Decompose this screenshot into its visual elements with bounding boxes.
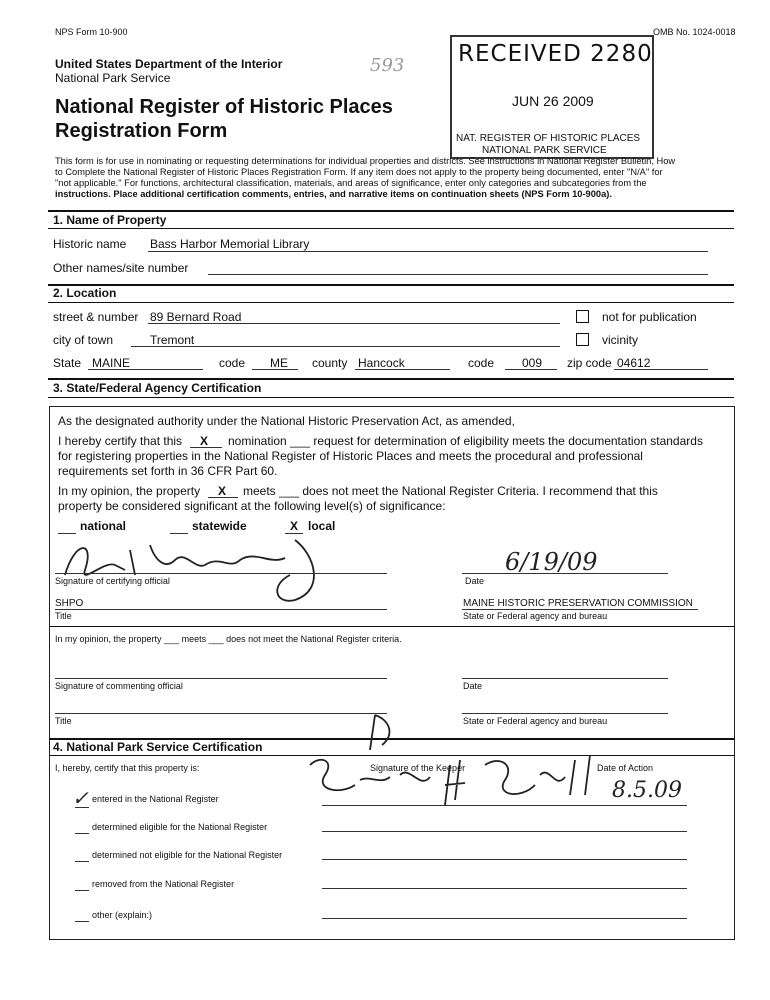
divider (48, 397, 734, 398)
zip-label: zip code (567, 356, 612, 370)
eligible-line (322, 831, 687, 832)
street-value[interactable]: 89 Bernard Road (150, 310, 242, 324)
not-for-publication-label: not for publication (602, 310, 697, 324)
stamp-date: JUN 26 2009 (512, 93, 594, 109)
county-code-value[interactable]: 009 (522, 356, 543, 370)
item-other: other (explain:) (92, 910, 153, 920)
title-value[interactable]: SHPO (55, 598, 84, 609)
opinion-prefix: In my opinion, the property (58, 484, 201, 498)
section3-heading: 3. State/Federal Agency Certification (53, 381, 262, 395)
item-determined-eligible: determined eligible for the National Register (92, 822, 268, 832)
eligible-blank (75, 833, 89, 834)
commenting-title-label: Title (55, 716, 72, 726)
instructions-line1: This form is for use in nominating or requesting determinations for individual properties and districts. See instructions in National Register Bulletin, How (55, 156, 676, 166)
commenting-signature-line (55, 678, 387, 679)
removed-line (322, 888, 687, 889)
commenting-signature-label: Signature of commenting official (55, 681, 183, 691)
item-entered: entered in the National Register (92, 794, 219, 804)
signature-label: Signature of certifying official (55, 576, 170, 586)
signature-line (55, 573, 387, 574)
other-names-line (208, 274, 708, 275)
other-blank (75, 921, 89, 922)
stamp-line2: NATIONAL PARK SERVICE (482, 145, 607, 156)
historic-name-label: Historic name (53, 237, 127, 251)
keeper-label: Signature of the Keeper (370, 763, 466, 773)
agency-line (462, 609, 698, 610)
certify-mark-line (190, 447, 222, 448)
historic-name-value[interactable]: Bass Harbor Memorial Library (150, 237, 310, 251)
historic-name-line (148, 251, 708, 252)
vicinity-checkbox[interactable] (576, 333, 589, 346)
state-line (88, 369, 203, 370)
level-local-mark: X (290, 519, 299, 533)
commenting-agency-label: State or Federal agency and bureau (463, 716, 608, 726)
divider (48, 210, 734, 212)
county-value[interactable]: Hancock (358, 356, 405, 370)
item-determined-not-eligible: determined not eligible for the National Register (92, 850, 283, 860)
certify-rest: nomination ___ request for determination of eligibility meets the documentation standards (228, 434, 703, 448)
nps-certify-text: I, hereby, certify that this property is: (55, 763, 200, 773)
city-value[interactable]: Tremont (150, 333, 195, 347)
title-label: Title (55, 611, 72, 621)
instructions-line2: to Complete the National Register of Historic Places Registration Form. If any item does not apply to the property being documented, enter "N/A" for (55, 167, 663, 177)
shpo-signature (55, 530, 335, 610)
divider (49, 626, 734, 627)
pencil-mark: 593 (370, 55, 405, 76)
form-title-line2: Registration Form (55, 120, 228, 142)
divider (48, 302, 734, 303)
certify-prefix: I hereby certify that this (58, 434, 183, 448)
commenting-opinion: In my opinion, the property ___ meets ___ does not meet the National Register criteria. (55, 634, 402, 644)
service-name: National Park Service (55, 71, 171, 85)
not-eligible-blank (75, 861, 89, 862)
received-stamp (450, 35, 654, 159)
opinion-rest: meets ___ does not meet the National Register Criteria. I recommend that this (243, 484, 658, 498)
form-number: NPS Form 10-900 (55, 27, 128, 37)
section1-heading: 1. Name of Property (53, 213, 167, 227)
section2-heading: 2. Location (53, 286, 117, 300)
agency-value[interactable]: MAINE HISTORIC PRESERVATION COMMISSION (463, 598, 693, 609)
date-of-action-label: Date of Action (597, 763, 654, 773)
street-line (148, 323, 560, 324)
instructions-line4: instructions. Place additional certification comments, entries, and narrative items on continuation sheets (NPS Form 10-900a). (55, 189, 612, 199)
other-line (322, 918, 687, 919)
not-eligible-line (322, 859, 687, 860)
opinion-mark: X (218, 484, 227, 498)
other-names-label: Other names/site number (53, 261, 189, 275)
county-label: county (312, 356, 348, 370)
removed-blank (75, 890, 89, 891)
commenting-date-label: Date (463, 681, 483, 691)
certify-line2: for registering properties in the National Register of Historic Places and meets the procedural and professional (58, 449, 643, 463)
instructions-line3: "not applicable." For functions, architectural classification, materials, and areas of significance, enter only categories and subcategories from the (55, 178, 647, 188)
form-title-line1: National Register of Historic Places (55, 96, 393, 118)
not-for-publication-checkbox[interactable] (576, 310, 589, 323)
authority-text: As the designated authority under the National Historic Preservation Act, as amended, (58, 414, 515, 428)
county-code-line (505, 369, 557, 370)
divider (48, 228, 734, 229)
state-code-line (252, 369, 298, 370)
level-local: local (308, 519, 336, 533)
state-label: State (53, 356, 82, 370)
city-label: city of town (53, 333, 114, 347)
entered-line (322, 805, 687, 806)
stamp-line1: NAT. REGISTER OF HISTORIC PLACES (456, 133, 641, 144)
title-line (55, 609, 387, 610)
date-label: Date (465, 576, 485, 586)
vicinity-label: vicinity (602, 333, 639, 347)
zip-value[interactable]: 04612 (617, 356, 651, 370)
city-line (131, 346, 560, 347)
level-statewide: statewide (192, 519, 247, 533)
section4-heading: 4. National Park Service Certification (53, 740, 263, 754)
commenting-date-line (462, 678, 668, 679)
state-code-label: code (219, 356, 246, 370)
certify-line3: requirements set forth in 36 CFR Part 60. (58, 464, 278, 478)
date-value[interactable]: 6/19/09 (505, 548, 598, 576)
agency-label: State or Federal agency and bureau (463, 611, 608, 621)
department-name: United States Department of the Interior (55, 57, 283, 71)
zip-line (614, 369, 708, 370)
level-national: national (80, 519, 127, 533)
opinion-mark-line (208, 497, 238, 498)
certify-mark: X (200, 434, 209, 448)
state-code-value[interactable]: ME (270, 356, 288, 370)
county-line (355, 369, 450, 370)
item-removed: removed from the National Register (92, 879, 235, 889)
date-line (462, 573, 668, 574)
omb-number: OMB No. 1024-0018 (653, 27, 736, 37)
county-code-label: code (468, 356, 495, 370)
keeper-signature (300, 705, 600, 815)
state-value[interactable]: MAINE (92, 356, 131, 370)
divider (48, 284, 734, 286)
action-date-value[interactable]: 8.5.09 (612, 778, 682, 803)
opinion-line2: property be considered significant at the following level(s) of significance: (58, 499, 446, 513)
divider (48, 378, 734, 380)
stamp-received: RECEIVED 2280 (458, 41, 653, 67)
street-label: street & number (53, 310, 139, 324)
entered-check-mark: ✓ (72, 786, 89, 810)
